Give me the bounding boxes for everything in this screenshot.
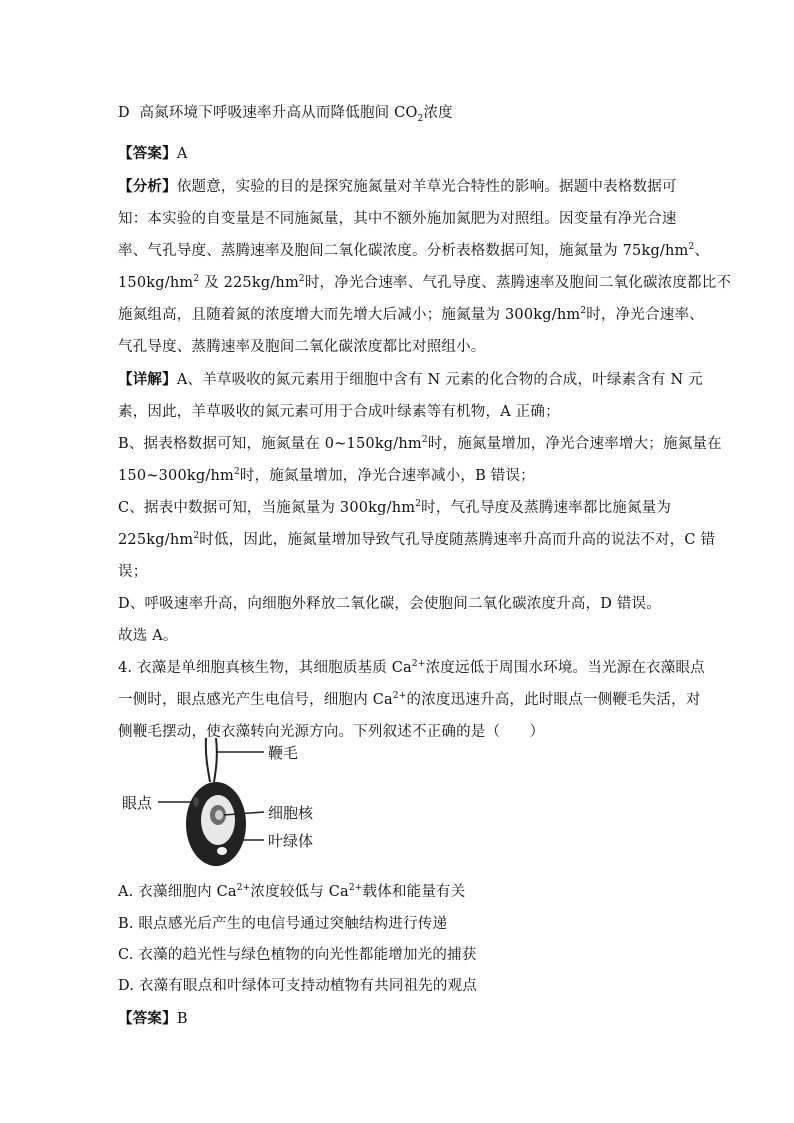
answer-tag: 【答案】 bbox=[118, 146, 177, 162]
analysis-line-1: 【分析】依题意，实验的目的是探究施氮量对羊草光合特性的影响。据题中表格数据可 bbox=[118, 179, 677, 195]
answer-1: 【答案】A bbox=[118, 146, 188, 162]
detail-line-d1: D、呼吸速率升高，向细胞外释放二氧化碳，会使胞间二氧化碳浓度升高，D 错误。 bbox=[118, 596, 661, 612]
option-a: A. 衣藻细胞内 $Ca^{2+}$浓度较低与 $Ca^{2+}$载体和能量有关 bbox=[118, 883, 466, 900]
detail-line-c1: C、据表中数据可知，当施氮量为 $300kg/hm^2$时，气孔导度及蒸腾速率都比施氮量为 bbox=[118, 499, 672, 516]
analysis-line-5: 施氮组高，且随着氮的浓度增大而先增大后减小；施氮量为 $300kg/hm^2$时，净光合速率、 bbox=[118, 306, 704, 323]
answer-tag: 【答案】 bbox=[118, 1011, 177, 1027]
analysis-line-4: $150kg/hm^2$ 及 $225kg/hm^2$时，净光合速率、气孔导度、蒸腾速率及胞间二氧化碳浓度都比不 bbox=[118, 274, 732, 291]
option-d: D. 衣藻有眼点和叶绿体可支持动植物有共同祖先的观点 bbox=[118, 978, 478, 994]
question-4-line-3: 侧鞭毛摆动，使衣藻转向光源方向。下列叙述不正确的是（ ） bbox=[118, 724, 545, 740]
detail-line-c3: 误； bbox=[118, 564, 148, 580]
label-eyespot: 眼点 bbox=[122, 794, 153, 812]
flagellum-right bbox=[214, 738, 217, 782]
label-chloroplast: 叶绿体 bbox=[268, 832, 314, 850]
question-4-line-2: 一侧时，眼点感光产生电信号，细胞内 $Ca^{2+}$的浓度迅速升高，此时眼点一侧鞭毛失活，对 bbox=[118, 691, 701, 708]
chlamydomonas-figure bbox=[118, 738, 338, 868]
answer-2: 【答案】B bbox=[118, 1011, 188, 1027]
detail-line-b1: B、据表格数据可知，施氮量在 $0\sim 150kg/hm^2$时，施氮量增加，净光合速率增大；施氮量在 bbox=[118, 435, 722, 452]
option-d-previous: D 高氮环境下呼吸速率升高从而降低胞间 $CO_2$浓度 bbox=[118, 105, 453, 124]
analysis-line-6: 气孔导度、蒸腾速率及胞间二氧化碳浓度都比对照组小。 bbox=[118, 339, 486, 355]
label-nucleus: 细胞核 bbox=[268, 804, 314, 822]
detail-line-a2: 素，因此，羊草吸收的氮元素可用于合成叶绿素等有机物，A 正确； bbox=[118, 404, 560, 420]
detail-choose: 故选 A。 bbox=[118, 628, 178, 644]
option-c: C. 衣藻的趋光性与绿色植物的向光性都能增加光的捕获 bbox=[118, 947, 477, 963]
label-flagellum: 鞭毛 bbox=[268, 744, 299, 762]
pyrenoid-shape bbox=[217, 847, 227, 855]
question-4-line-1: 4. 衣藻是单细胞真核生物，其细胞质基质 $Ca^{2+}$浓度远低于周围水环境。当光源在衣藻眼点 bbox=[118, 659, 705, 676]
detail-line-a1: 【详解】A、羊草吸收的氮元素用于细胞中含有 N 元素的化合物的合成，叶绿素含有 N 元 bbox=[118, 372, 703, 388]
analysis-line-3: 率、气孔导度、蒸腾速率及胞间二氧化碳浓度。分析表格数据可知，施氮量为 $75kg/hm^2$、 bbox=[118, 242, 710, 259]
detail-line-c2: $225kg/hm^2$时低，因此，施氮量增加导致气孔导度随蒸腾速率升高而升高的说法不对，C 错 bbox=[118, 531, 716, 548]
detail-tag: 【详解】 bbox=[118, 372, 177, 388]
flagellum-left bbox=[206, 738, 210, 782]
option-b: B. 眼点感光后产生的电信号通过突触结构进行传递 bbox=[118, 916, 448, 932]
detail-line-b2: $150\sim 300kg/hm^2$时，施氮量增加，净光合速率减小，B 错误； bbox=[118, 467, 535, 484]
analysis-line-2: 知：本实验的自变量是不同施氮量，其中不额外施加氮肥为对照组。因变量有净光合速 bbox=[118, 211, 677, 227]
analysis-tag: 【分析】 bbox=[118, 179, 177, 195]
